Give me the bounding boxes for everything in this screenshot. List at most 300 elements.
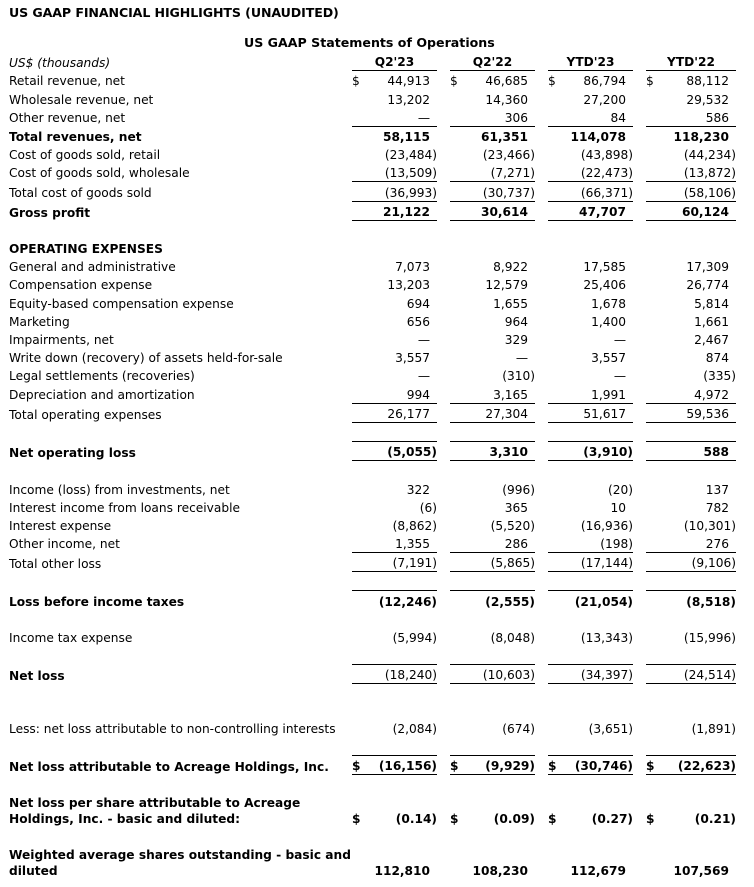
units-label: US$ (thousands) bbox=[9, 56, 111, 71]
value: (674) bbox=[502, 721, 535, 736]
value-cell bbox=[646, 755, 736, 775]
column-gap bbox=[437, 108, 450, 126]
value: 329 bbox=[504, 333, 528, 347]
column-gap bbox=[633, 628, 646, 646]
column-gap bbox=[437, 755, 450, 775]
value: (9,929) bbox=[485, 758, 535, 773]
column-gap bbox=[437, 479, 450, 497]
value: 47,707 bbox=[578, 204, 626, 219]
column-gap bbox=[437, 441, 450, 461]
column-gap bbox=[535, 312, 548, 330]
row-label: Net loss attributable to Acreage Holdings, Inc. bbox=[9, 759, 329, 774]
row-cogs-wholesale bbox=[9, 163, 736, 181]
value: 46,685 bbox=[485, 74, 528, 89]
value-cell bbox=[548, 348, 633, 366]
row-d-and-a bbox=[9, 384, 736, 402]
value-cell bbox=[548, 552, 633, 572]
value: (5,055) bbox=[387, 445, 437, 460]
column-gap bbox=[437, 793, 450, 827]
value-cell bbox=[548, 257, 633, 275]
value-cell bbox=[450, 479, 535, 497]
column-gap bbox=[633, 516, 646, 534]
row-label: Marketing bbox=[9, 314, 70, 329]
column-gap bbox=[437, 257, 450, 275]
value-cell bbox=[646, 366, 736, 384]
value-cell bbox=[450, 201, 535, 221]
value-cell bbox=[450, 552, 535, 572]
value: 27,200 bbox=[583, 92, 626, 107]
value: (0.27) bbox=[591, 812, 633, 827]
value: (198) bbox=[600, 537, 633, 552]
column-gap bbox=[437, 552, 450, 572]
value-cell bbox=[548, 479, 633, 497]
column-gap bbox=[535, 664, 548, 684]
column-gap bbox=[633, 293, 646, 311]
value: 1,661 bbox=[694, 314, 729, 329]
row-label: Total other loss bbox=[9, 557, 102, 572]
spacer-row bbox=[9, 737, 736, 755]
row-label: General and administrative bbox=[9, 260, 176, 275]
column-gap bbox=[437, 330, 450, 348]
row-label: Other income, net bbox=[9, 537, 120, 552]
spacer-cell bbox=[9, 221, 736, 239]
row-impairments bbox=[9, 330, 736, 348]
value-cell bbox=[548, 181, 633, 200]
column-gap bbox=[535, 108, 548, 126]
value: (12,246) bbox=[378, 594, 437, 609]
value: 5,814 bbox=[694, 296, 729, 311]
value: 694 bbox=[406, 296, 430, 311]
value-cell bbox=[450, 534, 535, 552]
value: 17,309 bbox=[686, 260, 729, 275]
column-gap bbox=[633, 845, 646, 879]
column-gap bbox=[633, 755, 646, 775]
value: 1,400 bbox=[591, 314, 626, 329]
spacer-row bbox=[9, 572, 736, 590]
value: 276 bbox=[705, 537, 729, 552]
value: 21,122 bbox=[382, 204, 430, 219]
value-cell bbox=[548, 275, 633, 293]
row-loss-before-taxes bbox=[9, 590, 736, 609]
spacer-row bbox=[9, 423, 736, 441]
value: 114,078 bbox=[570, 129, 626, 144]
value: (17,144) bbox=[580, 556, 633, 571]
value: — bbox=[417, 369, 430, 384]
value: (13,872) bbox=[683, 166, 736, 181]
row-label: Total revenues, net bbox=[9, 129, 142, 144]
column-gap bbox=[535, 628, 548, 646]
value-cell bbox=[646, 257, 736, 275]
value-cell bbox=[548, 163, 633, 181]
value-cell bbox=[352, 498, 437, 516]
value: (8,048) bbox=[490, 631, 535, 645]
value: 25,406 bbox=[583, 278, 626, 293]
column-gap bbox=[437, 703, 450, 737]
column-gap bbox=[633, 384, 646, 402]
value-cell bbox=[646, 275, 736, 293]
value: 782 bbox=[705, 500, 729, 515]
column-gap bbox=[633, 348, 646, 366]
value-cell bbox=[450, 755, 535, 775]
value-cell bbox=[352, 552, 437, 572]
value: (2,555) bbox=[485, 594, 535, 609]
column-gap bbox=[633, 312, 646, 330]
column-gap bbox=[535, 516, 548, 534]
value: 1,991 bbox=[591, 387, 626, 402]
value-cell bbox=[646, 590, 736, 609]
row-eps bbox=[9, 793, 736, 827]
value-cell bbox=[548, 628, 633, 646]
value-cell bbox=[548, 516, 633, 534]
row-nci bbox=[9, 703, 736, 737]
column-gap bbox=[437, 89, 450, 107]
column-gap bbox=[633, 181, 646, 200]
value-cell bbox=[646, 403, 736, 423]
spacer-cell bbox=[9, 737, 736, 755]
row-net-loss bbox=[9, 664, 736, 684]
column-gap bbox=[633, 664, 646, 684]
row-label: Compensation expense bbox=[9, 278, 153, 293]
value-cell bbox=[646, 516, 736, 534]
currency-symbol: $ bbox=[450, 74, 458, 89]
value-cell bbox=[450, 312, 535, 330]
value-cell bbox=[548, 845, 633, 879]
value: 61,351 bbox=[480, 129, 528, 144]
column-gap bbox=[633, 590, 646, 609]
value-cell bbox=[646, 479, 736, 497]
value: (1,891) bbox=[691, 721, 736, 736]
value-cell bbox=[450, 384, 535, 402]
column-gap bbox=[633, 126, 646, 145]
value: 4,972 bbox=[694, 387, 729, 402]
value: (0.14) bbox=[395, 812, 437, 827]
value: 26,774 bbox=[686, 278, 729, 293]
value-cell bbox=[352, 181, 437, 200]
value: 112,810 bbox=[374, 864, 430, 879]
currency-symbol: $ bbox=[646, 758, 655, 773]
statement-title: US GAAP Statements of Operations bbox=[244, 35, 495, 50]
value: (9,106) bbox=[691, 556, 736, 571]
column-gap bbox=[437, 312, 450, 330]
value-cell bbox=[646, 552, 736, 572]
value: (3,651) bbox=[588, 721, 633, 736]
value-cell bbox=[352, 293, 437, 311]
value: 586 bbox=[705, 110, 729, 125]
value-cell bbox=[548, 498, 633, 516]
value: 58,115 bbox=[382, 129, 430, 144]
value-cell bbox=[450, 403, 535, 423]
value: (13,343) bbox=[580, 631, 633, 645]
row-label: Net operating loss bbox=[9, 446, 136, 461]
row-total-opex bbox=[9, 403, 736, 423]
column-header: Q2'23 bbox=[352, 52, 437, 71]
value: 10 bbox=[610, 500, 626, 515]
value-cell bbox=[450, 108, 535, 126]
row-label: Impairments, net bbox=[9, 333, 114, 347]
value-cell bbox=[450, 145, 535, 163]
value-cell bbox=[352, 330, 437, 348]
value: (30,746) bbox=[574, 758, 633, 773]
value: 44,913 bbox=[387, 74, 430, 89]
value-cell bbox=[352, 71, 437, 89]
value: (66,371) bbox=[580, 185, 633, 200]
value-cell bbox=[646, 330, 736, 348]
row-cogs-retail bbox=[9, 145, 736, 163]
column-gap bbox=[437, 384, 450, 402]
row-other-revenue bbox=[9, 108, 736, 126]
row-total-cogs bbox=[9, 181, 736, 200]
value: 1,655 bbox=[493, 296, 528, 311]
value: (996) bbox=[502, 482, 535, 497]
value: — bbox=[417, 110, 430, 125]
value-cell bbox=[450, 498, 535, 516]
column-gap bbox=[633, 479, 646, 497]
row-label: Total cost of goods sold bbox=[9, 185, 152, 200]
value-cell bbox=[450, 348, 535, 366]
value: (8,862) bbox=[392, 518, 437, 533]
value-cell bbox=[548, 384, 633, 402]
column-gap bbox=[633, 201, 646, 221]
row-total-other-loss bbox=[9, 552, 736, 572]
row-net-loss-attrib bbox=[9, 755, 736, 775]
value: 656 bbox=[406, 314, 430, 329]
value-cell bbox=[352, 534, 437, 552]
value-cell bbox=[352, 257, 437, 275]
document-title: US GAAP FINANCIAL HIGHLIGHTS (UNAUDITED) bbox=[9, 5, 339, 20]
column-gap bbox=[437, 664, 450, 684]
value: (5,520) bbox=[490, 518, 535, 533]
value-cell bbox=[352, 628, 437, 646]
row-write-down bbox=[9, 348, 736, 366]
value: 14,360 bbox=[485, 92, 528, 107]
row-label: Retail revenue, net bbox=[9, 74, 125, 89]
value-cell bbox=[352, 312, 437, 330]
value: 13,203 bbox=[387, 278, 430, 293]
value: 1,678 bbox=[591, 296, 626, 311]
value: (5,865) bbox=[490, 556, 535, 571]
column-gap bbox=[535, 755, 548, 775]
value-cell bbox=[646, 384, 736, 402]
value: (13,509) bbox=[384, 166, 437, 181]
column-gap bbox=[437, 293, 450, 311]
column-gap bbox=[535, 403, 548, 423]
spacer-row bbox=[9, 221, 736, 239]
value-cell bbox=[646, 145, 736, 163]
value-cell bbox=[450, 126, 535, 145]
column-gap bbox=[437, 181, 450, 200]
value: (21,054) bbox=[574, 594, 633, 609]
row-label: Loss before income taxes bbox=[9, 594, 185, 609]
value-cell bbox=[352, 516, 437, 534]
value: 107,569 bbox=[673, 864, 729, 879]
value: 3,310 bbox=[489, 445, 528, 460]
value-cell bbox=[646, 348, 736, 366]
column-gap bbox=[535, 793, 548, 827]
value-cell bbox=[450, 293, 535, 311]
column-gap bbox=[437, 516, 450, 534]
column-gap bbox=[535, 498, 548, 516]
value: (10,301) bbox=[683, 518, 736, 533]
value-cell bbox=[548, 71, 633, 89]
value: (7,191) bbox=[392, 556, 437, 571]
spacer-cell bbox=[9, 610, 736, 628]
currency-symbol: $ bbox=[646, 812, 655, 827]
column-gap bbox=[437, 534, 450, 552]
column-gap bbox=[535, 145, 548, 163]
value-cell bbox=[450, 275, 535, 293]
value-cell bbox=[646, 793, 736, 827]
currency-symbol: $ bbox=[450, 758, 459, 773]
value: 29,532 bbox=[686, 92, 729, 107]
row-income-investments bbox=[9, 479, 736, 497]
value: 588 bbox=[703, 445, 729, 460]
column-gap bbox=[633, 163, 646, 181]
column-gap bbox=[535, 330, 548, 348]
column-gap bbox=[535, 275, 548, 293]
column-gap bbox=[535, 384, 548, 402]
spacer-row bbox=[9, 461, 736, 479]
value: (36,993) bbox=[384, 185, 437, 200]
value: (335) bbox=[703, 369, 736, 384]
value: (3,910) bbox=[583, 445, 633, 460]
value-cell bbox=[548, 145, 633, 163]
value-cell bbox=[352, 479, 437, 497]
currency-symbol: $ bbox=[352, 812, 361, 827]
value: 88,112 bbox=[686, 74, 729, 89]
column-gap bbox=[633, 403, 646, 423]
value-cell bbox=[646, 108, 736, 126]
row-gross-profit bbox=[9, 201, 736, 221]
value: 30,614 bbox=[480, 204, 528, 219]
value: (30,737) bbox=[482, 185, 535, 200]
spacer-cell bbox=[9, 646, 736, 664]
value-cell bbox=[450, 703, 535, 737]
column-gap bbox=[535, 534, 548, 552]
value-cell bbox=[548, 755, 633, 775]
spacer-cell bbox=[9, 684, 736, 702]
column-gap bbox=[437, 498, 450, 516]
row-g-and-a bbox=[9, 257, 736, 275]
value: (22,623) bbox=[677, 758, 736, 773]
value: 12,579 bbox=[485, 278, 528, 293]
value-cell bbox=[646, 181, 736, 200]
value-cell bbox=[548, 108, 633, 126]
value: 59,536 bbox=[686, 406, 729, 421]
spacer-cell bbox=[9, 423, 736, 441]
value-cell bbox=[352, 348, 437, 366]
row-net-operating-loss bbox=[9, 441, 736, 461]
row-equity-comp bbox=[9, 293, 736, 311]
value-cell bbox=[352, 275, 437, 293]
spacer-row bbox=[9, 775, 736, 793]
column-gap bbox=[535, 126, 548, 145]
row-label: Wholesale revenue, net bbox=[9, 92, 154, 107]
value: — bbox=[417, 333, 430, 347]
column-gap bbox=[437, 275, 450, 293]
row-compensation bbox=[9, 275, 736, 293]
value: — bbox=[515, 351, 528, 366]
column-header: YTD'23 bbox=[548, 52, 633, 71]
value-cell bbox=[352, 845, 437, 879]
value: (16,936) bbox=[580, 518, 633, 533]
value: 112,679 bbox=[570, 864, 626, 879]
value-cell bbox=[352, 145, 437, 163]
row-label: Total operating expenses bbox=[9, 407, 162, 422]
column-gap bbox=[535, 366, 548, 384]
value-cell bbox=[646, 628, 736, 646]
value: — bbox=[613, 369, 626, 384]
spacer-cell bbox=[9, 461, 736, 479]
value-cell bbox=[548, 366, 633, 384]
spacer-row bbox=[9, 684, 736, 702]
row-label: Equity-based compensation expense bbox=[9, 296, 234, 311]
value: 964 bbox=[504, 314, 528, 329]
column-gap bbox=[437, 201, 450, 221]
currency-symbol: $ bbox=[548, 758, 557, 773]
value-cell bbox=[548, 793, 633, 827]
value: (44,234) bbox=[683, 148, 736, 163]
row-weighted-shares bbox=[9, 845, 736, 879]
column-gap bbox=[437, 145, 450, 163]
value: 27,304 bbox=[485, 406, 528, 421]
currency-symbol: $ bbox=[450, 812, 459, 827]
spacer-cell bbox=[9, 572, 736, 590]
column-gap bbox=[633, 441, 646, 461]
column-gap bbox=[535, 552, 548, 572]
value: (23,484) bbox=[384, 148, 437, 163]
value: (310) bbox=[502, 369, 535, 384]
value-cell bbox=[352, 755, 437, 775]
column-gap bbox=[437, 845, 450, 879]
statement-of-operations-table bbox=[9, 52, 736, 879]
row-label: Interest income from loans receivable bbox=[9, 500, 240, 515]
row-income-tax bbox=[9, 628, 736, 646]
value: (2,084) bbox=[392, 721, 437, 736]
value-cell bbox=[352, 441, 437, 461]
row-label: Weighted average shares outstanding - basic and diluted bbox=[9, 848, 351, 879]
value-cell bbox=[450, 845, 535, 879]
column-gap bbox=[633, 89, 646, 107]
value: 13,202 bbox=[387, 92, 430, 107]
spacer-row bbox=[9, 827, 736, 845]
value: (7,271) bbox=[490, 166, 535, 181]
value-cell bbox=[646, 71, 736, 89]
currency-symbol: $ bbox=[548, 74, 556, 89]
column-gap bbox=[633, 275, 646, 293]
value-cell bbox=[548, 89, 633, 107]
row-legal bbox=[9, 366, 736, 384]
value: (58,106) bbox=[683, 185, 736, 200]
column-gap bbox=[437, 348, 450, 366]
spacer-cell bbox=[9, 827, 736, 845]
row-label: Income tax expense bbox=[9, 631, 133, 645]
row-interest-expense bbox=[9, 516, 736, 534]
value: (8,518) bbox=[686, 594, 736, 609]
row-label: Other revenue, net bbox=[9, 110, 126, 125]
currency-symbol: $ bbox=[352, 74, 360, 89]
row-opex-header bbox=[9, 239, 736, 257]
value: 108,230 bbox=[472, 864, 528, 879]
value: 3,557 bbox=[395, 351, 430, 366]
column-header: Q2'22 bbox=[450, 52, 535, 71]
value-cell bbox=[352, 793, 437, 827]
column-gap bbox=[437, 52, 450, 71]
value-cell bbox=[352, 201, 437, 221]
value: 994 bbox=[406, 387, 430, 402]
value: (18,240) bbox=[384, 668, 437, 683]
column-gap bbox=[633, 498, 646, 516]
value-cell bbox=[352, 703, 437, 737]
